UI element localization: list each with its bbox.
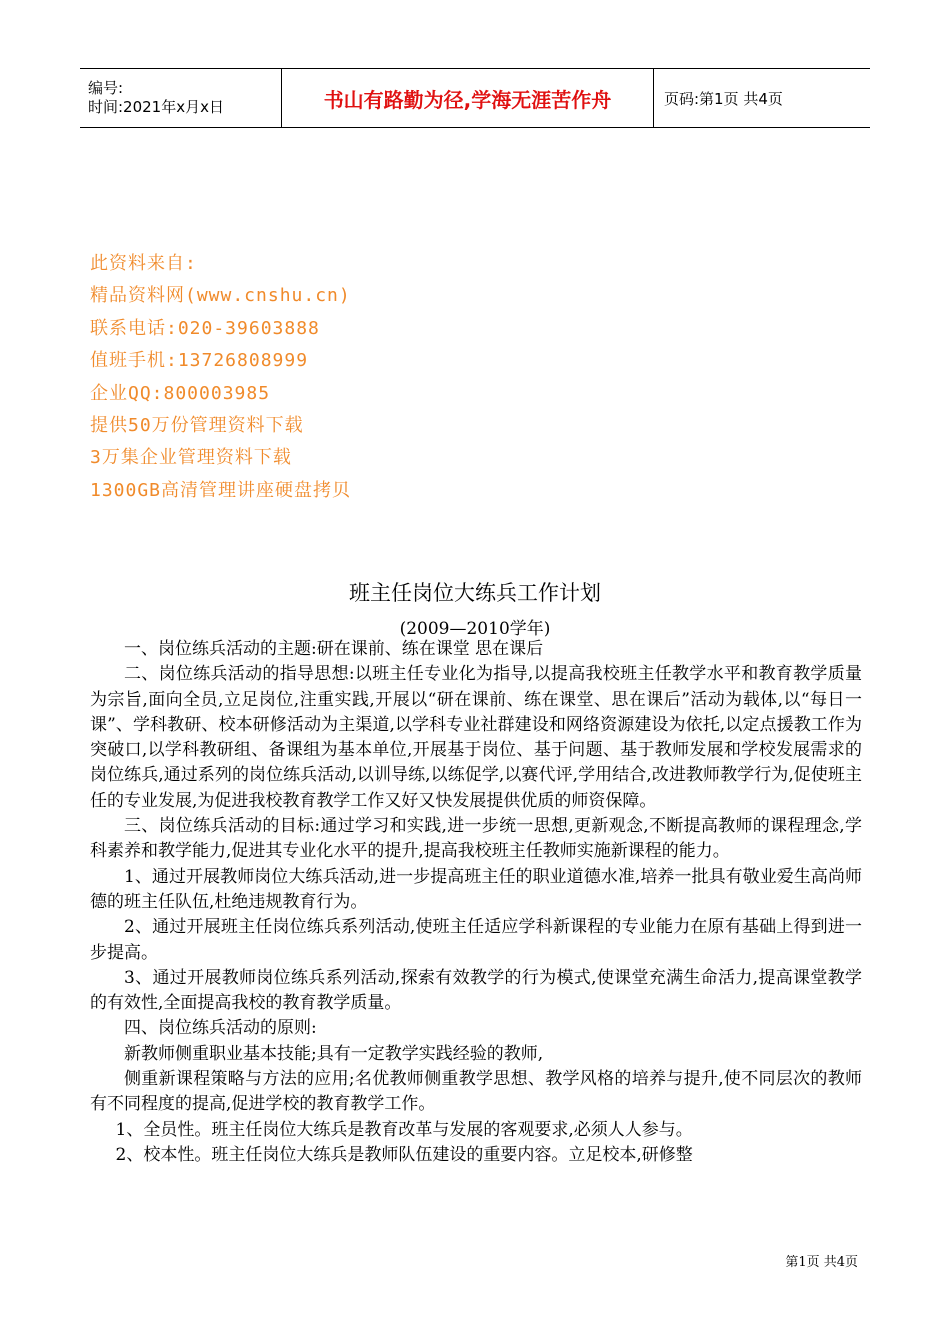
document-title: 班主任岗位大练兵工作计划 (349, 581, 601, 605)
page-header (80, 68, 870, 128)
promo-line: 联系电话:020-39603888 (90, 317, 320, 339)
body-paragraph: 二、岗位练兵活动的指导思想:以班主任专业化为指导,以提高我校班主任教学水平和教育教学质量为宗旨,面向全员,立足岗位,注重实践,开展以“研在课前、练在课堂、思在课后”活动为载体,以“每日一课”、学科教研、校本研修活动为主渠道,以学科专业社群建设和网络资源建设为依托,以定点援教工作为突破口,以学科教研组、备课组为基本单位,开展基于岗位、基于问题、基于教师发展和学校发展需求的岗位练兵,通过系列的岗位练兵活动,以训导练,以练促学,以赛代评,学用结合,改进教师教学行为,促使班主任的专业发展,为促进我校教育教学工作又好又快发展提供优质的师资保障。 (90, 664, 862, 811)
promo-line: 值班手机:13726808999 (90, 350, 309, 372)
document-body (90, 637, 862, 1168)
body-paragraph: 1、全员性。班主任岗位大练兵是教育改革与发展的客观要求,必须人人参与。 (115, 1119, 693, 1140)
document-subtitle: (2009—2010学年) (399, 619, 551, 639)
body-paragraph: 新教师侧重职业基本技能;具有一定教学实践经验的教师, (124, 1043, 544, 1064)
body-paragraph: 三、岗位练兵活动的目标:通过学习和实践,进一步统一思想,更新观念,不断提高教师的课程理念,学科素养和教学能力,促进其专业化水平的提升,提高我校班主任教师实施新课程的能力。 (90, 816, 862, 862)
body-paragraph: 3、通过开展教师岗位练兵系列活动,探索有效教学的行为模式,使课堂充满生命活力,提高课堂教学的有效性,全面提高我校的教育教学质量。 (90, 967, 862, 1014)
header-page-info: 页码:第1页 共4页 (664, 89, 783, 108)
doc-time-label: 时间:2021年x月x日 (88, 98, 224, 116)
body-paragraph: 一、岗位练兵活动的主题:研在课前、练在课堂 思在课后 (124, 639, 544, 659)
body-paragraph: 1、通过开展教师岗位大练兵活动,进一步提高班主任的职业道德水准,培养一批具有敬业爱生高尚师德的班主任队伍,杜绝违规教育行为。 (90, 866, 862, 912)
page-footer: 第1页 共4页 (785, 1255, 858, 1270)
header-motto: 书山有路勤为径,学海无涯苦作舟 (282, 69, 654, 127)
promo-line: 精品资料网(www.cnshu.cn) (90, 285, 351, 307)
doc-number-label: 编号: (88, 79, 124, 97)
promo-line: 3万集企业管理资料下载 (90, 447, 292, 469)
promo-line: 此资料来自: (90, 253, 197, 274)
body-paragraph: 2、校本性。班主任岗位大练兵是教师队伍建设的重要内容。立足校本,研修整 (115, 1144, 693, 1165)
header-meta (80, 69, 282, 127)
promo-line: 1300GB高清管理讲座硬盘拷贝 (90, 479, 352, 501)
promo-line: 企业QQ:800003985 (90, 382, 271, 404)
body-paragraph: 侧重新课程策略与方法的应用;名优教师侧重教学思想、教学风格的培养与提升,使不同层次的教师有不同程度的提高,促进学校的教育教学工作。 (90, 1069, 862, 1115)
promo-line: 提供50万份管理资料下载 (90, 414, 304, 436)
promo-block (90, 248, 351, 507)
body-paragraph: 四、岗位练兵活动的原则: (124, 1018, 317, 1039)
body-paragraph: 2、通过开展班主任岗位练兵系列活动,使班主任适应学科新课程的专业能力在原有基础上得到进一步提高。 (90, 917, 862, 963)
